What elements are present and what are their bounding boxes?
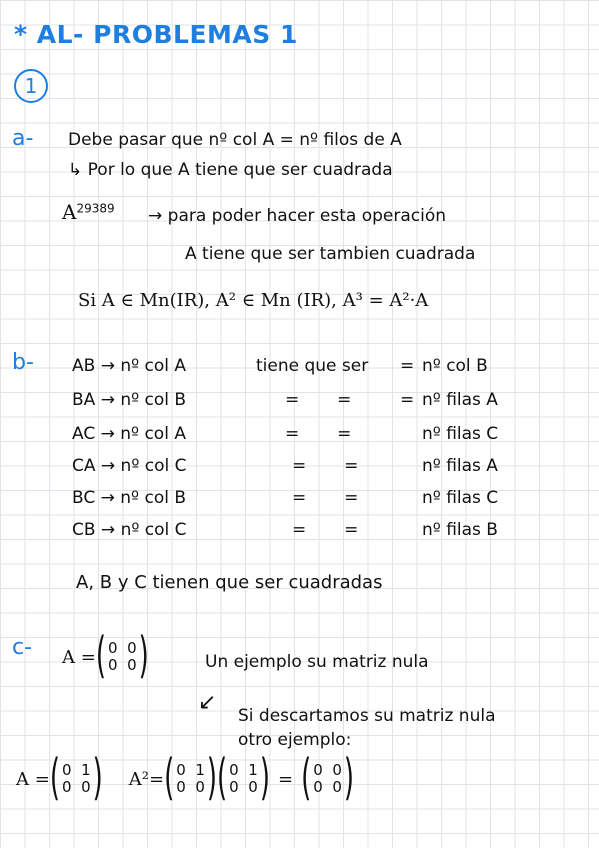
- problem-number-circle: 1: [14, 69, 48, 103]
- part-c-note3: otro ejemplo:: [238, 730, 352, 750]
- part-b-conclusion: A, B y C tienen que ser cuadradas: [76, 572, 383, 593]
- a-squared-label: A²=: [128, 768, 165, 790]
- part-a-line3: → para poder hacer esta operación: [148, 206, 446, 226]
- right-paren: ): [92, 750, 103, 808]
- matrix-a: 0 1 0 0: [61, 761, 91, 796]
- part-b-label: b-: [12, 350, 34, 375]
- row-ba-right: nº filas A: [422, 390, 498, 410]
- row-ab-eq: =: [400, 356, 415, 376]
- example-equation: [16, 750, 355, 808]
- row-ac-mid: = =: [285, 424, 352, 444]
- curved-arrow-icon: ↙: [198, 690, 217, 715]
- part-a-line5: Si A ∈ Mn(IR), A² ∈ Mn (IR), A³ = A²·A: [78, 290, 429, 311]
- row-ca-left: CA → nº col C: [72, 456, 187, 476]
- zero-matrix: 0 0 0 0: [107, 639, 137, 674]
- part-a-line2: ↳ Por lo que A tiene que ser cuadrada: [68, 160, 393, 180]
- row-bc-mid: = =: [292, 488, 359, 508]
- row-ab-right: nº col B: [422, 356, 488, 376]
- matrix-a-copy-2: 0 1 0 0: [229, 761, 258, 796]
- page-title: * AL- PROBLEMAS 1: [14, 20, 298, 49]
- part-c-note2: Si descartamos su matriz nula: [238, 706, 496, 726]
- part-a-label: a-: [12, 126, 34, 151]
- row-ca-mid: = =: [292, 456, 359, 476]
- power-expression: [62, 200, 115, 224]
- row-ac-left: AC → nº col A: [72, 424, 186, 444]
- result-zero-matrix: 0 0 0 0: [313, 761, 342, 796]
- row-cb-right: nº filas B: [422, 520, 498, 540]
- row-ca-right: nº filas A: [422, 456, 498, 476]
- part-c-label: c-: [12, 635, 33, 660]
- row-ba-mid: = =: [285, 390, 352, 410]
- row-bc-left: BC → nº col B: [72, 488, 187, 508]
- equals-sign: =: [277, 768, 294, 790]
- left-paren: (: [217, 750, 228, 808]
- matrix-a-copy-1: 0 1 0 0: [176, 761, 205, 796]
- part-a-line1: Debe pasar que nº col A = nº filos de A: [68, 130, 402, 150]
- right-paren: ): [259, 750, 270, 808]
- row-ba-eq: =: [400, 390, 415, 410]
- part-a-line4: A tiene que ser tambien cuadrada: [185, 244, 476, 264]
- row-ac-right: nº filas C: [422, 424, 499, 444]
- left-paren: (: [164, 750, 175, 808]
- row-ab-mid: tiene que ser: [256, 356, 369, 376]
- left-paren: (: [301, 750, 312, 808]
- a-equals-label: A =: [62, 646, 96, 668]
- row-bc-right: nº filas C: [422, 488, 499, 508]
- power-exponent: 29389: [76, 201, 115, 216]
- left-paren: (: [95, 628, 106, 686]
- zero-matrix-equation: [62, 628, 149, 686]
- right-paren: ): [343, 750, 355, 808]
- row-ab-left: AB → nº col A: [72, 356, 187, 376]
- left-paren: (: [49, 750, 60, 808]
- right-paren: ): [206, 750, 218, 808]
- a-equals-label-2: A =: [16, 768, 50, 790]
- row-cb-left: CB → nº col C: [72, 520, 187, 540]
- row-cb-mid: = =: [292, 520, 359, 540]
- power-base: A: [62, 200, 77, 224]
- right-paren: ): [138, 628, 149, 686]
- row-ba-left: BA → nº col B: [72, 390, 187, 410]
- part-c-note1: Un ejemplo su matriz nula: [205, 652, 429, 672]
